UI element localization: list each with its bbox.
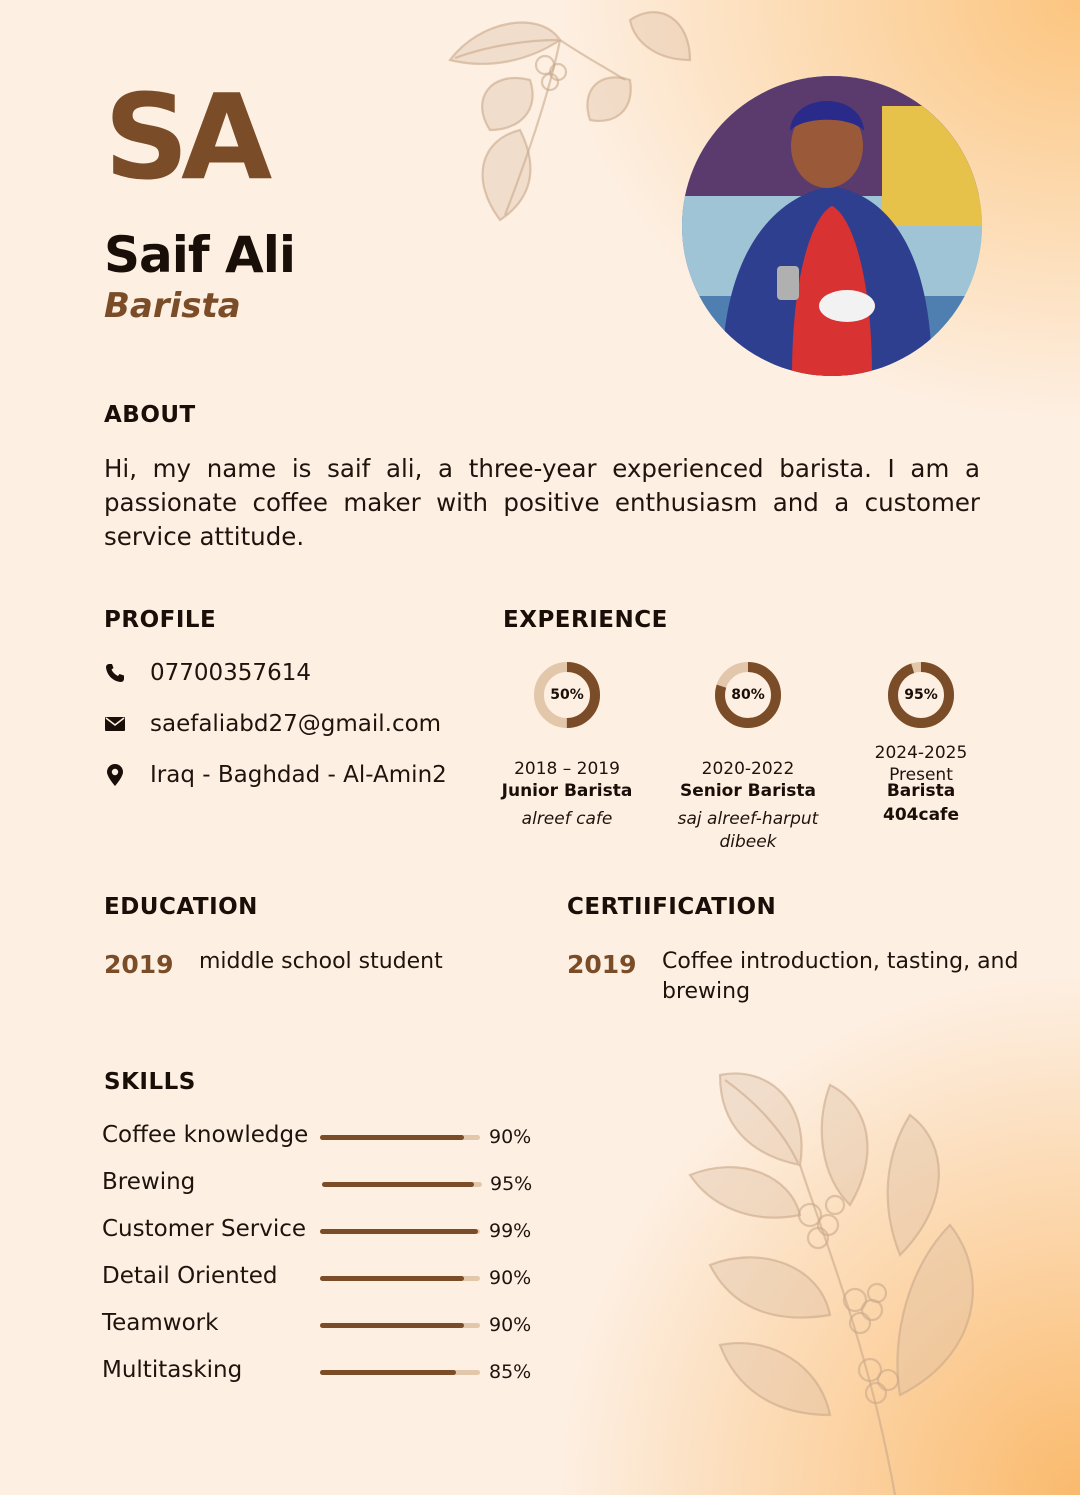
experience-years-3: 2024-2025: [874, 743, 968, 763]
contact-email: [104, 707, 441, 741]
full-name: Saif Ali: [104, 226, 296, 284]
education-year: 2019: [104, 950, 174, 979]
phone-number: 07700357614: [150, 660, 311, 686]
experience-status-3: Present: [889, 765, 953, 785]
experience-title-3: Barista: [886, 781, 956, 801]
skill-percent: 90%: [489, 1126, 532, 1148]
skill-bar-fill: [320, 1229, 478, 1234]
experience-years-2: 2020-2022: [701, 759, 795, 779]
experience-item-1: [477, 660, 657, 831]
experience-heading: EXPERIENCE: [503, 607, 668, 633]
contact-location: [104, 758, 447, 792]
skill-bar-fill: [322, 1182, 474, 1187]
monogram: SA: [104, 68, 265, 206]
skill-percent: 99%: [489, 1220, 532, 1242]
certification-year: 2019: [567, 950, 637, 979]
envelope-icon: [104, 713, 126, 735]
about-heading: ABOUT: [104, 402, 196, 428]
experience-donut-2: [713, 660, 783, 730]
experience-donut-3: [886, 660, 956, 730]
skills-heading: SKILLS: [104, 1069, 196, 1095]
skill-bar-fill: [320, 1276, 464, 1281]
experience-years-1: 2018 – 2019: [514, 759, 620, 779]
skill-bar-track: [320, 1229, 480, 1234]
email-address: saefaliabd27@gmail.com: [150, 711, 442, 737]
skill-bar-track: [320, 1370, 480, 1375]
certification-heading: CERTIIFICATION: [567, 894, 777, 920]
skill-bar-fill: [320, 1135, 464, 1140]
skill-bar-track: [320, 1135, 480, 1140]
skill-name: Detail Oriented: [102, 1263, 278, 1289]
job-title: Barista: [104, 286, 241, 326]
skill-name: Coffee knowledge: [102, 1122, 309, 1148]
experience-place-2: saj alreef-harput dibeek: [677, 809, 819, 852]
skill-bar-fill: [320, 1323, 464, 1328]
skill-name: Customer Service: [102, 1216, 307, 1242]
about-text: Hi, my name is saif ali, a three-year experienced barista. I am a passionate coffee maker with positive enthusiasm and a customer service attitude.: [104, 454, 980, 551]
skill-bar-fill: [320, 1370, 456, 1375]
coffee-branch-bottom-illustration: [680, 1055, 1010, 1495]
experience-place-1: alreef cafe: [521, 809, 613, 829]
experience-percent-3: 95%: [904, 687, 938, 703]
skill-bar-track: [322, 1182, 482, 1187]
profile-heading: PROFILE: [104, 607, 217, 633]
experience-percent-1: 50%: [550, 687, 584, 703]
education-heading: EDUCATION: [104, 894, 258, 920]
phone-icon: [104, 662, 126, 684]
skill-percent: 90%: [489, 1267, 532, 1289]
profile-photo-illustration: [682, 76, 982, 376]
contact-phone: [104, 656, 311, 690]
skill-percent: 90%: [489, 1314, 532, 1336]
skill-percent: 85%: [489, 1361, 532, 1383]
experience-place-3: 404cafe: [883, 805, 959, 825]
experience-item-3: [831, 660, 1011, 826]
location-pin-icon: [104, 764, 126, 786]
skill-name: Multitasking: [102, 1357, 243, 1383]
skill-bar-track: [320, 1323, 480, 1328]
skill-name: Brewing: [102, 1169, 196, 1195]
experience-title-2: Senior Barista: [679, 781, 817, 801]
experience-donut-1: [532, 660, 602, 730]
certification-text: Coffee introduction, tasting, and brewing: [662, 949, 1019, 1004]
location-text: Iraq - Baghdad - Al-Amin2: [150, 762, 447, 788]
experience-item-2: [658, 660, 838, 854]
education-text: middle school student: [199, 949, 443, 974]
skill-bar-track: [320, 1276, 480, 1281]
skill-name: Teamwork: [102, 1310, 219, 1336]
coffee-branch-top-illustration: [410, 0, 710, 240]
skill-percent: 95%: [490, 1173, 533, 1195]
profile-photo: [682, 76, 982, 376]
experience-title-1: Junior Barista: [501, 781, 633, 801]
experience-percent-2: 80%: [731, 687, 765, 703]
